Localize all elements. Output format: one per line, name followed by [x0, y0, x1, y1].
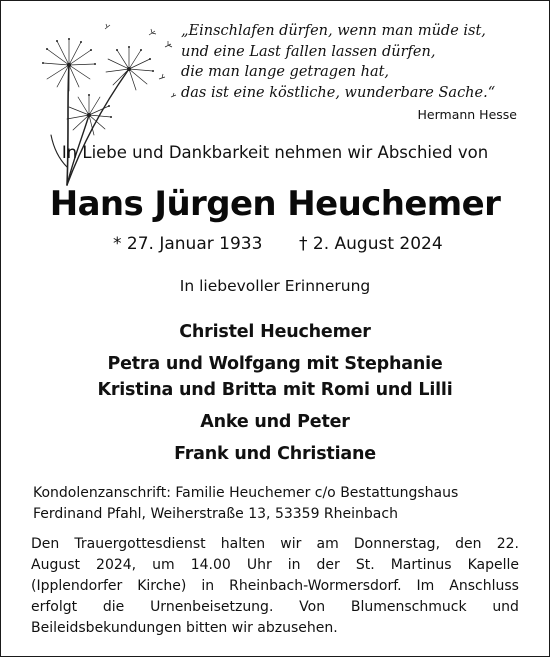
service-word: und — [492, 599, 519, 615]
service-word: Den — [31, 536, 60, 552]
service-word: um — [152, 557, 175, 573]
service-word: Donnerstag, — [353, 536, 441, 552]
memory-line: In liebevoller Erinnerung — [179, 277, 371, 295]
quote-line: und eine Last fallen lassen dürfen, — [181, 43, 436, 60]
mourner-entry: Frank und Christiane — [174, 444, 376, 464]
service-word: Martinus — [390, 557, 452, 573]
mourner-entry: Kristina und Britta mit Romi und Lilli — [97, 380, 453, 400]
quote-line: das ist eine köstliche, wunderbare Sache.“ — [181, 84, 496, 101]
service-word: August — [31, 557, 80, 573]
service-word: Uhr — [246, 557, 272, 573]
quote-block — [181, 21, 511, 103]
service-word: Blumenschmuck — [350, 599, 467, 615]
mourner-entry: Christel Heuchemer — [179, 322, 371, 342]
condolence-line: Kondolenzanschrift: Familie Heuchemer c/o Bestattungshaus — [33, 485, 459, 501]
service-word: erfolgt — [31, 599, 78, 615]
service-word: halten — [220, 536, 266, 552]
service-word: Urnenbeisetzung. — [150, 599, 274, 615]
service-word: (Ipplendorfer — [31, 578, 123, 594]
service-line: Beileidsbekundungen bitten wir abzusehen. — [31, 620, 338, 636]
farewell-intro: In Liebe und Dankbarkeit nehmen wir Abschied von — [61, 143, 489, 162]
mourner-entry: Petra und Wolfgang mit Stephanie — [107, 354, 443, 374]
dandelion-icon — [29, 17, 179, 189]
service-word: Trauergottesdienst — [74, 536, 206, 552]
condolence-address — [33, 483, 458, 525]
service-word: den — [455, 536, 482, 552]
service-word: am — [316, 536, 339, 552]
service-word: in — [201, 578, 215, 594]
service-word: 2024, — [96, 557, 137, 573]
service-word: der — [316, 557, 340, 573]
service-word: wir — [280, 536, 302, 552]
service-word: St. — [355, 557, 375, 573]
mourners-list — [1, 319, 549, 467]
service-word: 22. — [496, 536, 519, 552]
mourner-entry: Anke und Peter — [200, 412, 350, 432]
service-line — [31, 555, 519, 576]
service-word: Kirche) — [137, 578, 187, 594]
service-word: Kapelle — [467, 557, 519, 573]
service-line — [31, 597, 519, 618]
deceased-name: Hans Jürgen Heuchemer — [49, 184, 501, 224]
service-word: 14.00 — [190, 557, 231, 573]
death-date: † 2. August 2024 — [299, 234, 443, 254]
condolence-line: Ferdinand Pfahl, Weiherstraße 13, 53359 Rheinbach — [33, 506, 398, 522]
service-line — [31, 534, 519, 555]
birth-date: * 27. Januar 1933 — [113, 234, 263, 254]
service-word: die — [102, 599, 125, 615]
service-line — [31, 576, 519, 597]
service-word: Von — [299, 599, 326, 615]
service-word: in — [287, 557, 301, 573]
service-notice — [31, 534, 519, 639]
quote-line: die man lange getragen hat, — [181, 64, 390, 80]
quote-author: Hermann Hesse — [417, 107, 517, 122]
service-word: Rheinbach-Wormersdorf. — [229, 578, 402, 594]
quote-line: „Einschlafen dürfen, wenn man müde ist, — [181, 23, 486, 39]
service-word: Anschluss — [449, 578, 519, 594]
service-word: Im — [416, 578, 435, 594]
